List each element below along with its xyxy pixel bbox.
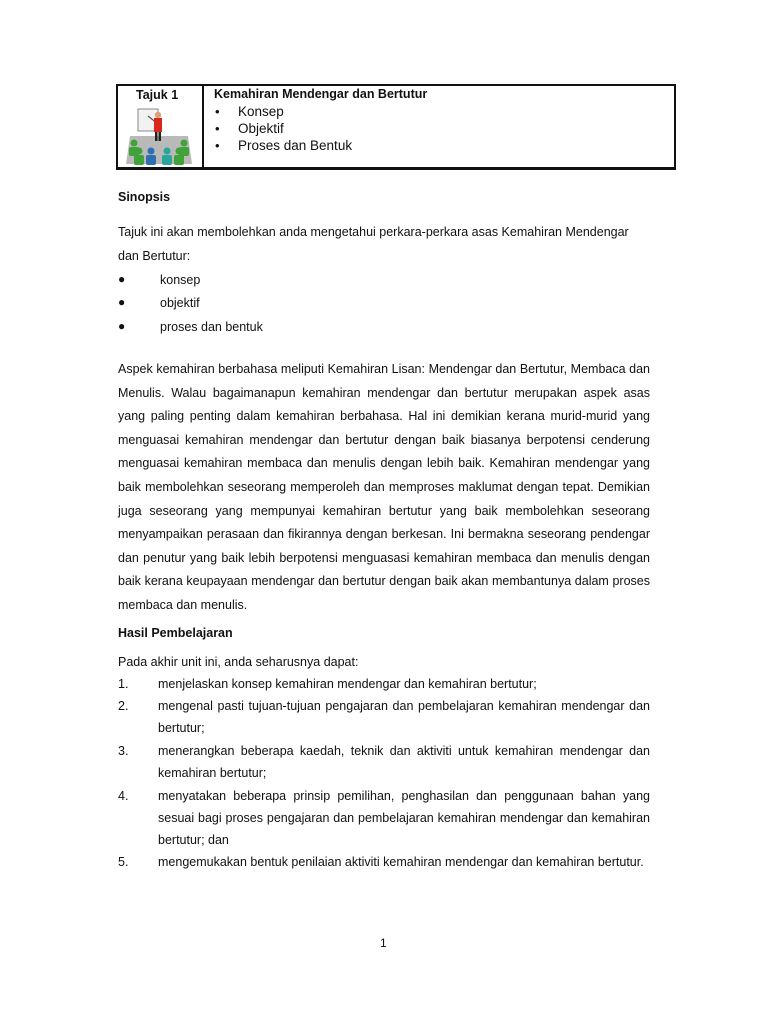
classroom-presenter-icon xyxy=(124,106,194,168)
topic-title: Kemahiran Mendengar dan Bertutur xyxy=(214,87,428,101)
document-page: Tajuk 1 Kemahiran Mendengar dan Bertutur • Konsep • Objektif • Proses dan Bentuk Sinopsis Tajuk ini akan membolehkan anda mengetahui perkara-perkara asas Kemahiran Mendengar dan Bertutur: ● konsep ● objektif ● proses dan bentuk Aspek kemahiran berbahasa meliputi Kemahiran Lisan: Mendengar dan Bertutur, Membaca dan Menulis. Walau bagaimanapun kemahiran mendengar dan bertutur merupakan aspek asas yang paling penting dalam kemahiran berbahasa. Hal ini demikian kerana murid-murid yang menguasai kemahiran mendengar dan bertutur dengan baik biasanya berpotensi cenderung menguasai kemahiran membaca dan menulis dengan lebih baik. Kemahiran mendengar yang baik membolehkan seseorang memperoleh dan memproses maklumat dengan tepat. Demikian juga seseorang yang mempunyai kemahiran bertutur yang baik membolehkan seseorang menyampaikan perasaan dan fikirannya dengan berkesan. Ini bermakna seseorang pendengar dan penutur yang baik lebih berpotensi menguasasi kemahiran membaca dan menulis dengan baik kerana keupayaan mendengar dan bertutur dengan baik akan membantunya dalam proses membaca dan menulis. Hasil Pembelajaran Pada akhir unit ini, anda seharusnya dapat: 1. menjelaskan konsep kemahiran mendengar dan kemahiran bertutur; 2. mengenal pasti tujuan-tujuan pengajaran dan pembelajaran kemahiran mendengar dan bertutur; 3. menerangkan beberapa kaedah, teknik dan aktiviti untuk kemahiran mendengar dan kemahiran bertutur; 4. menyatakan beberapa prinsip pemilihan, penghasilan dan penggunaan bahan yang sesuai bagi proses pengajaran dan pembelajaran kemahiran mendengar dan kemahiran bertutur; dan 5. mengemukakan bentuk penilaian aktiviti kemahiran mendengar dan kemahiran bertutur. 1 xyxy=(0,0,768,1024)
hasil-heading: Hasil Pembelajaran xyxy=(118,626,233,640)
outcome-number: 4. xyxy=(118,789,129,803)
outcome-number: 1. xyxy=(118,677,129,691)
outcome-text: mengenal pasti tujuan-tujuan pengajaran dan pembelajaran kemahiran mendengar dan bertutur; xyxy=(158,699,650,735)
topic-item: • Objektif xyxy=(214,120,664,137)
outcome-text: menjelaskan konsep kemahiran mendengar dan kemahiran bertutur; xyxy=(158,677,537,691)
outcome-text: menerangkan beberapa kaedah, teknik dan aktiviti untuk kemahiran mendengar dan kemahiran bertutur; xyxy=(158,744,650,780)
outcome-number: 3. xyxy=(118,744,129,758)
topic-content-cell xyxy=(204,86,674,167)
topic-header-box xyxy=(116,84,676,170)
bullet-icon: ● xyxy=(118,319,126,333)
bullet-icon: ● xyxy=(118,272,126,286)
outcome-text: mengemukakan bentuk penilaian aktiviti kemahiran mendengar dan kemahiran bertutur. xyxy=(158,855,644,869)
topic-label-cell xyxy=(118,86,204,167)
outcome-number: 2. xyxy=(118,699,129,713)
hasil-intro: Pada akhir unit ini, anda seharusnya dapat: xyxy=(118,655,359,669)
topic-item: • Proses dan Bentuk xyxy=(214,137,664,154)
sinopsis-intro-line: Tajuk ini akan membolehkan anda mengetahui perkara-perkara asas Kemahiran Mendengar xyxy=(118,225,629,239)
sinopsis-heading: Sinopsis xyxy=(118,190,171,204)
topic-item: • Konsep xyxy=(214,103,664,120)
outcome-item xyxy=(118,695,650,739)
outcome-item xyxy=(118,740,650,784)
bullet-icon: ● xyxy=(118,295,126,309)
outcome-item xyxy=(118,851,650,873)
outcome-item xyxy=(118,785,650,851)
outcome-item xyxy=(118,673,650,695)
topic-list xyxy=(214,103,664,154)
outcome-text: menyatakan beberapa prinsip pemilihan, penghasilan dan penggunaan bahan yang sesuai bagi proses pengajaran dan pembelajaran kemahiran mendengar dan kemahiran bertutur; dan xyxy=(158,789,650,847)
sinopsis-paragraph: Aspek kemahiran berbahasa meliputi Kemahiran Lisan: Mendengar dan Bertutur, Membaca dan Menulis. Walau bagaimanapun kemahiran mendengar dan bertutur merupakan aspek asas yang paling penting dalam kemahiran berbahasa. Hal ini demikian kerana murid-murid yang menguasai kemahiran mendengar dan bertutur dengan baik biasanya berpotensi cenderung menguasai kemahiran membaca dan menulis dengan lebih baik. Kemahiran mendengar yang baik membolehkan seseorang memperoleh dan memproses maklumat dengan tepat. Demikian juga seseorang yang mempunyai kemahiran bertutur yang baik membolehkan seseorang menyampaikan perasaan dan fikirannya dengan berkesan. Ini bermakna seseorang pendengar dan penutur yang baik lebih berpotensi menguasasi kemahiran membaca dan menulis dengan baik kerana keupayaan mendengar dan bertutur dengan baik akan membantunya dalam proses membaca dan menulis. xyxy=(118,362,650,612)
sinopsis-intro-line: dan Bertutur: xyxy=(118,249,191,263)
outcome-number: 5. xyxy=(118,855,129,869)
page-number: 1 xyxy=(380,936,387,950)
topic-number-label: Tajuk 1 xyxy=(136,88,179,102)
